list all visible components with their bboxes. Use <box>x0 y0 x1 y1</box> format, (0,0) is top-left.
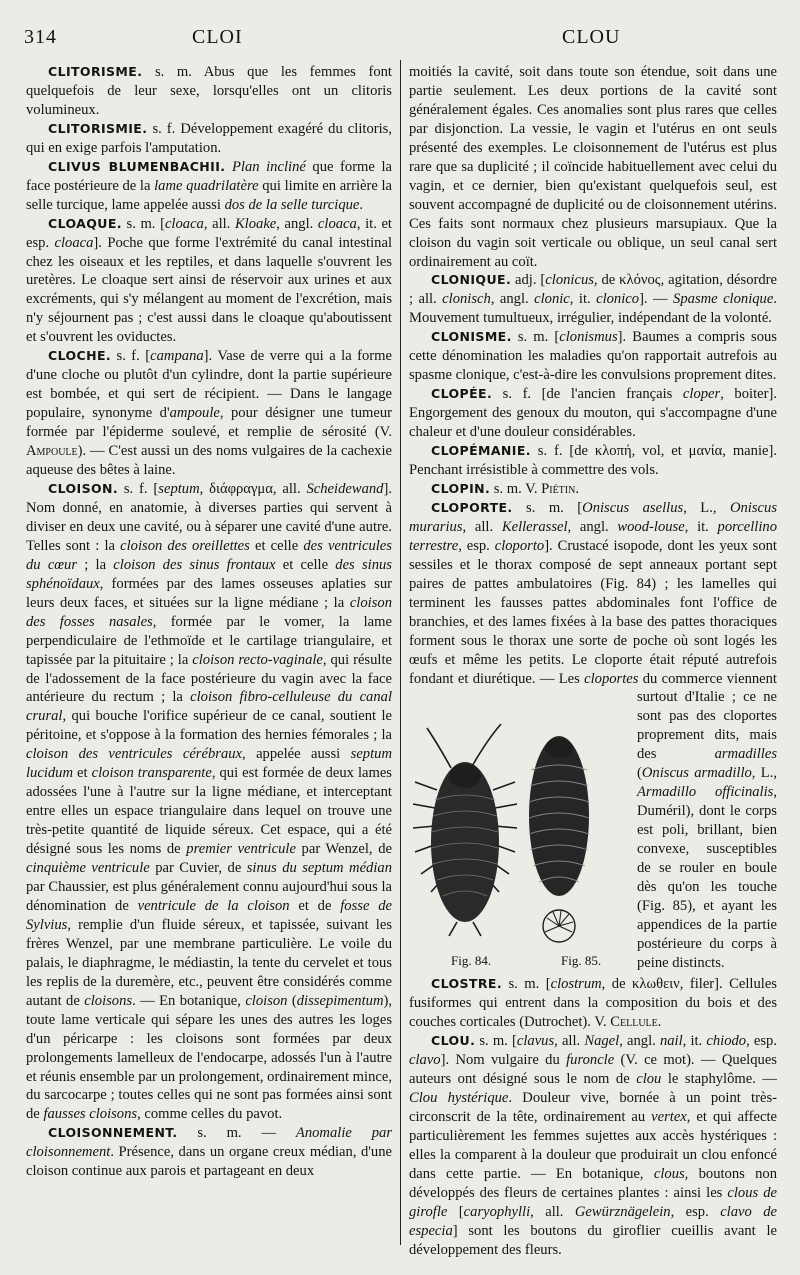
continuation-paragraph: moitiés la cavité, soit dans toute son étendue, soit dans une partie seulement. Les deux portions de la cavité sont généralement égales. Ces anomalies sont plus rares que celles par disjonction. La vessie, le vagin et l'utérus en ont seuls présenté des exemples. Le cloisonnement de l'utérus est plus rare que sa duplicité ; il coïncide habituellement avec celui du vagin, et ce dernier, bien qu'existant quelquefois seul, est souvent accompagné de duplicité ou de cloisonnement utérins. Ces faits sont normaux chez plusieurs marsupiaux. Que la cloison du vagin soit verticale ou oblique, un seul canal sert ordinairement au coït. <box>409 64 777 270</box>
headword: CLOPIN. <box>431 480 491 496</box>
right-column <box>409 63 777 1260</box>
headword: CLONIQUE. <box>431 272 512 288</box>
headword: CLOPÉE. <box>431 386 493 402</box>
woodlouse-illustration-icon <box>409 690 629 952</box>
page-number: 314 <box>24 26 57 48</box>
right-running-head: CLOU <box>562 26 621 48</box>
entry-cloisonnement: CLOISONNEMENT. s. m. — Anomalie par cloisonnement. Présence, dans un organe creux médian, d'une cloison continue aux parois et partageant en deux <box>26 1125 393 1180</box>
entry-clonisme: CLONISME. s. m. [clonismus]. Baumes a compris sous cette dénomination les maladies qu'on rapportait autrefois au spasme clonique, c'est-à-dire les convulsions proprement dites. <box>409 329 777 384</box>
headword: CLOCHE. <box>48 348 112 364</box>
headword: CLITORISMIE. <box>48 120 148 136</box>
headword: CLOPORTE. <box>431 499 513 515</box>
headword: CLOPÉMANIE. <box>431 443 531 459</box>
entry-clopee: CLOPÉE. s. f. [de l'ancien français cloper, boiter]. Engorgement des genoux du mouton, qui s'accompagne d'une chaleur et d'une douleur considérables. <box>409 386 777 441</box>
entry-clitorismie: CLITORISMIE. s. f. Développement exagéré du clitoris, qui en exige parfois l'amputation. <box>26 120 392 156</box>
entry-cloison: CLOISON. s. f. [septum, διάφραγμα, all. Scheidewand]. Nom donné, en anatomie, à diverses parties qui servent à diviser en deux une cavité, ou à séparer une cavité d'une autre. Telles sont : la cloison des oreillettes et celle des ventricules du cœur ; la cloison des sinus frontaux et celle des sinus sphénoïdaux, formées par des lames osseuses aplaties sur leurs deux faces, et situées sur la ligne médiane ; la cloison des fosses nasales, formée par le vomer, la lame perpendiculaire de l'ethmoïde et le cartilage triangulaire, et tapissée par la pituitaire ; la cloison recto-vaginale, qui résulte de l'adossement de la face postérieure du vagin avec la face antérieure du rectum ; la cloison fibro-celluleuse du canal crural, qui bouche l'orifice supérieur de ce canal, soutient le péritoine, et s'oppose à la formation des hernies fémorales ; la cloison des ventricules cérébraux, appelée aussi septum lucidum et cloison transparente, qui est formée de deux lames adossées l'une à l'autre sur la ligne médiane, et interceptant entre elles un espace triangulaire dans lequel on trouve une très-petite quantité de liquide séreux. Cet espace, qui a été désigné sous les noms de premier ventricule par Wenzel, de cinquième ventricule par Cuvier, de sinus du septum médian par Chaussier, est plus généralement connu aujourd'hui sous la dénomination de ventricule de la cloison et de fosse de Sylvius, remplie d'un fluide séreux, et tapissée, suivant les frères Wenzel, par une membrane particulière. Le voile du palais, le diaphragme, le médiastin, la tente du cervelet et tous les replis de la duremère, etc., peuvent être considérés comme autant de cloisons. — En botanique, cloison (dissepimentum), toute lame verticale qui sépare les unes des autres les loges d'un péricarpe : les cloisons sont formées par deux prolongements lamelleux de l'endocarpe, adossés l'un à l'autre et réunis ensemble par un prolongement, ordinairement mince, du sarcocarpe ; toutes celles qui ne sont pas formées ainsi sont de fausses cloisons, comme celles du pavot. <box>26 480 393 1123</box>
headword: CLIVUS BLUMENBACHII. <box>48 158 226 174</box>
entry-clopemanie: CLOPÉMANIE. s. f. [de κλοπή, vol, et μανία, manie]. Penchant irrésistible à commettre des vols. <box>409 443 777 479</box>
entry-clitorisme: CLITORISME. s. m. Abus que les femmes font quelquefois de leur sexe, lorsqu'elles ont un clitoris volumineux. <box>26 64 392 118</box>
left-column <box>26 63 392 1181</box>
column-divider <box>400 60 401 1245</box>
fig85-armadillo-icon <box>529 736 589 942</box>
entry-clopin: CLOPIN. s. m. V. Piétin. <box>431 480 579 497</box>
entry-cloporte-block <box>409 499 777 976</box>
headword: CLOISONNEMENT. <box>48 1125 178 1141</box>
entry-clonique: CLONIQUE. adj. [clonicus, de κλόνος, agitation, désordre ; all. clonisch, angl. clonic, it. clonico]. — Spasme clonique. Mouvement tumultueux, irrégulier, indépendant de la volonté. <box>409 272 777 327</box>
fig84-label: Fig. 84. <box>451 953 492 969</box>
entry-clivus: CLIVUS BLUMENBACHII. Plan incliné que forme la face postérieure de la lame quadrilatère qui limite en arrière la selle turcique, lame appelée aussi dos de la selle turcique. <box>26 158 393 213</box>
headword: CLOISON. <box>48 480 119 496</box>
entry-cloaque: CLOAQUE. s. m. [cloaca, all. Kloake, angl. cloaca, it. et esp. cloaca]. Poche que forme l'extrémité du canal intestinal chez les oiseaux et les reptiles, et dans laquelle s'ouvrent les uretères. Le cloaque sert ainsi de réservoir aux urines et aux excréments, qui s'y mélangent au moment de l'excrétion, mais n'y séjournent pas ; c'est aussi dans le cloaque qu'aboutissent et s'ouvrent les oviductes. <box>26 215 392 346</box>
running-header <box>24 26 776 58</box>
woodlouse-figures <box>409 690 629 973</box>
entry-cloporte: CLOPORTE. s. m. [Oniscus asellus, L., Oniscus murarius, all. Kellerassel, angl. wood-louse, it. porcellino terrestre, esp. cloporto]. Crustacé isopode, dont les yeux sont sessiles et le thorax composé de sept anneaux portant sept paires de pattes ambulatoires (Fig. 84) ; les lamelles qui terminent les fausses pattes abdominales font l'office de branchies, et des lames fixées à la base des pattes thoraciques forment sous le thorax une sorte de poche où sont logés les œufs et même les petits. Le cloporte était réputé autrefois fondant et diurétique. — Les Fig. 84. Fig. 85. cloportes du commerce viennent surtout d'Italie ; ce ne sont pas des cloportes proprement dits, mais des armadilles (Oniscus armadillo, L., Armadillo officinalis, Duméril), dont le corps est poli, brillant, bien convexe, susceptibles de se rouler en boule dès qu'on les touche (Fig. 85), et ayant les appendices de la partie postérieure du corps à peine distincts. <box>409 499 777 973</box>
headword: CLOSTRE. <box>431 976 502 992</box>
headword: CLOAQUE. <box>48 215 122 231</box>
headword: CLONISME. <box>431 329 512 345</box>
headword: CLOU. <box>431 1033 476 1049</box>
entry-clostre: CLOSTRE. s. m. [clostrum, de κλωθειν, filer]. Cellules fusiformes qui entrent dans la composition du bois et des couches corticales (Dutrochet). V. Cellule. <box>409 976 777 1031</box>
entry-cloche: CLOCHE. s. f. [campana]. Vase de verre qui a la forme d'une cloche ou plutôt d'un cylindre, dont la partie supérieure est bombée, et qui sert de récipient. — Dans le langage populaire, synonyme d'ampoule, pour désigner une tumeur formée par l'épiderme soulevé, et remplie de sérosité (V. Ampoule). — C'est aussi un des noms vulgaires de la cachexie aqueuse des bêtes à laine. <box>26 348 393 479</box>
fig85-label: Fig. 85. <box>561 953 602 969</box>
left-running-head: CLOI <box>192 26 243 48</box>
entry-clou: CLOU. s. m. [clavus, all. Nagel, angl. nail, it. chiodo, esp. clavo]. Nom vulgaire du furoncle (V. ce mot). — Quelques auteurs ont désigné sous le nom de clou le staphylôme. — Clou hystérique. Douleur vive, bornée à un point très-circonscrit de la tête, ordinairement au vertex, et qui affecte particulièrement les femmes sujettes aux accès hystériques : elles la comparent à la douleur que produirait un clou enfoncé dans cette partie. — En botanique, clous, boutons non développés des fleurs de certaines plantes : ainsi les clous de girofle [caryophylli, all. Gewürznägelein, esp. clavo de especia] sont les boutons du giroflier cueillis avant le développement des fleurs. <box>409 1033 777 1258</box>
headword: CLITORISME. <box>48 64 143 79</box>
